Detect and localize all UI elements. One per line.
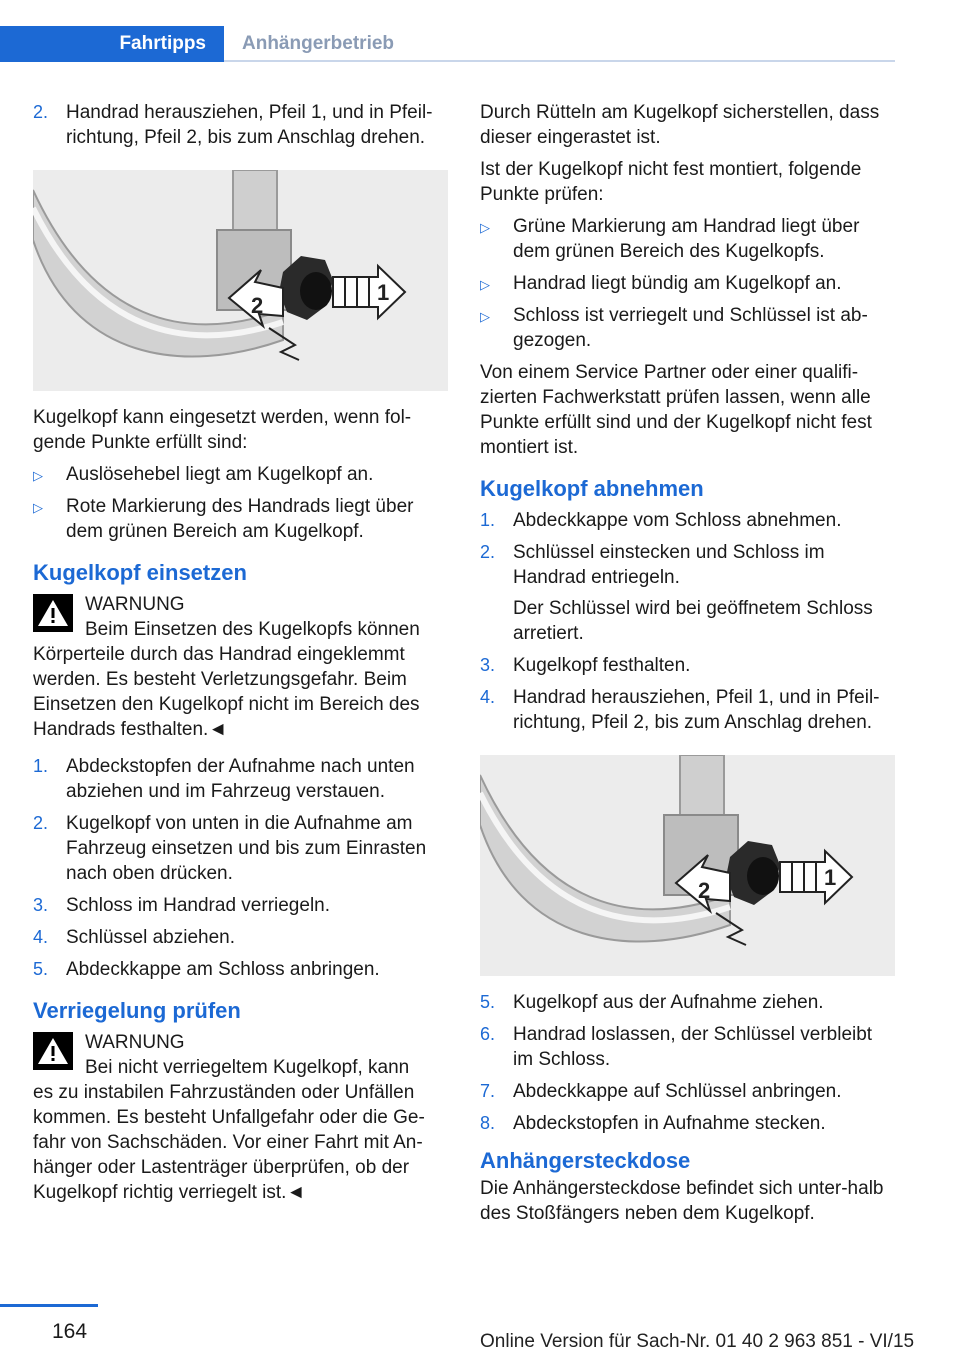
arrow-label-1: 1	[824, 865, 837, 890]
warning-lead: Bei nicht verriegeltem Kugelkopf, kann	[85, 1057, 410, 1078]
list-item	[33, 462, 448, 487]
step-subtext: Der Schlüssel wird bei geöffnetem Schloss arretiert.	[513, 598, 873, 644]
list-item	[33, 100, 448, 150]
arrow-label-2: 2	[251, 293, 264, 318]
list-item	[33, 754, 448, 804]
tab-fahrtipps[interactable]: Fahrtipps	[0, 26, 224, 62]
list-item	[480, 508, 895, 533]
list-item	[480, 653, 895, 678]
section-title-anhaengersteckdose: Anhängersteckdose	[480, 1148, 691, 1173]
section-title-kugelkopf-einsetzen: Kugelkopf einsetzen	[33, 560, 247, 585]
step-number: 7.	[480, 1081, 496, 1101]
step-number: 3.	[480, 655, 496, 675]
list-item-text: Auslösehebel liegt am Kugelkopf an.	[66, 464, 374, 485]
paragraph: Von einem Service Partner oder einer qualifi‐zierten Fachwerkstatt prüfen lassen, wenn alle Punkte erfüllt sind und der Kugelkopf nicht fest montiert ist.	[480, 362, 872, 458]
step-number: 4.	[480, 687, 496, 707]
warning-lead: Beim Einsetzen des Kugelkopfs können	[85, 619, 420, 640]
checks-list	[480, 214, 895, 353]
warning-triangle-icon	[33, 594, 73, 632]
list-item	[33, 925, 448, 950]
step-text: Kugelkopf festhalten.	[513, 655, 691, 676]
list-item	[480, 685, 895, 735]
footer-rule	[0, 1304, 98, 1307]
warning-block	[33, 592, 448, 742]
list-item	[480, 1111, 895, 1136]
list-item	[480, 1022, 895, 1072]
tow-ball-illustration	[480, 755, 895, 976]
tow-ball-illustration	[33, 170, 448, 391]
conditions-list	[33, 462, 448, 544]
step-text: Schlüssel abziehen.	[66, 927, 235, 948]
step-number: 2.	[33, 102, 49, 122]
step-number: 3.	[33, 895, 49, 915]
warning-triangle-icon	[33, 1032, 73, 1070]
paragraph: Die Anhängersteckdose befindet sich unter‐halb des Stoßfängers neben dem Kugelkopf.	[480, 1178, 884, 1224]
step-text: Abdeckkappe auf Schlüssel anbringen.	[513, 1081, 842, 1102]
warning-body: es zu instabilen Fahrzuständen oder Unfällen kommen. Es besteht Unfallgefahr oder die Ge‐fahr von Sachschäden. Vor einer Fahrt mit An‐hänger oder Lastenträger überprüfen, ob der Kugelkopf richtig verriegelt ist.◄	[33, 1082, 425, 1203]
step-text: Handrad loslassen, der Schlüssel verbleibt im Schloss.	[513, 1024, 873, 1070]
triangle-bullet-icon: ▷	[480, 220, 490, 235]
list-item-text: Handrad liegt bündig am Kugelkopf an.	[513, 273, 842, 294]
list-item-text: Grüne Markierung am Handrad liegt über dem grünen Bereich des Kugelkopfs.	[513, 216, 860, 262]
list-item	[480, 540, 895, 646]
warning-title: WARNUNG	[85, 594, 185, 615]
step-number: 5.	[480, 992, 496, 1012]
triangle-bullet-icon: ▷	[480, 309, 490, 324]
section-title-kugelkopf-abnehmen: Kugelkopf abnehmen	[480, 476, 704, 501]
intro-text: Kugelkopf kann eingesetzt werden, wenn fol‐gende Punkte erfüllt sind:	[33, 407, 412, 453]
step-number: 5.	[33, 959, 49, 979]
arrow-label-1: 1	[377, 280, 390, 305]
warning-block	[33, 1030, 448, 1205]
warning-title: WARNUNG	[85, 1032, 185, 1053]
step-number: 1.	[480, 510, 496, 530]
list-item-text: Schloss ist verriegelt und Schlüssel ist ab‐gezogen.	[513, 305, 868, 351]
version-note: Online Version für Sach-Nr. 01 40 2 963 851 - VI/15	[480, 1331, 915, 1352]
step-text: Kugelkopf von unten in die Aufnahme am Fahrzeug einsetzen und bis zum Einrasten nach oben drücken.	[66, 813, 427, 884]
step-text: Kugelkopf aus der Aufnahme ziehen.	[513, 992, 824, 1013]
step-text: Abdeckstopfen in Aufnahme stecken.	[513, 1113, 826, 1134]
step-text: Abdeckkappe vom Schloss abnehmen.	[513, 510, 842, 531]
step-text: Schlüssel einstecken und Schloss im Handrad entriegeln.	[513, 542, 825, 588]
page-number: 164	[52, 1320, 88, 1343]
left-column	[33, 100, 448, 1217]
list-item	[33, 957, 448, 982]
paragraph: Durch Rütteln am Kugelkopf sicherstellen, dass dieser eingerastet ist.	[480, 102, 880, 148]
list-item	[33, 811, 448, 886]
list-item	[480, 271, 895, 296]
step-text: Abdeckkappe am Schloss anbringen.	[66, 959, 380, 980]
tow-ball-figure-top	[33, 170, 448, 391]
step-text: Abdeckstopfen der Aufnahme nach unten abziehen und im Fahrzeug verstauen.	[66, 756, 415, 802]
tab-underline	[224, 60, 895, 62]
arrow-label-2: 2	[698, 878, 711, 903]
step-number: 8.	[480, 1113, 496, 1133]
tab-anhaengerbetrieb[interactable]: Anhängerbetrieb	[242, 33, 395, 54]
step-number: 2.	[480, 542, 496, 562]
list-item	[480, 214, 895, 264]
list-item	[480, 990, 895, 1015]
step-text: Handrad herausziehen, Pfeil 1, und in Pfeil‐richtung, Pfeil 2, bis zum Anschlag drehen.	[66, 102, 433, 148]
chapter-tabs	[0, 26, 895, 62]
step-number: 2.	[33, 813, 49, 833]
step-number: 4.	[33, 927, 49, 947]
list-item	[480, 1079, 895, 1104]
steps-einsetzen	[33, 754, 448, 982]
list-item-text: Rote Markierung des Handrads liegt über dem grünen Bereich am Kugelkopf.	[66, 496, 414, 542]
section-title-verriegelung-pruefen: Verriegelung prüfen	[33, 998, 241, 1023]
warning-body: Körperteile durch das Handrad eingeklemmt werden. Es besteht Verletzungsgefahr. Beim Einsetzen den Kugelkopf nicht im Bereich des Handrads festhalten.◄	[33, 644, 420, 740]
steps-abnehmen-continued	[480, 990, 895, 1136]
list-item	[480, 303, 895, 353]
top-step-list	[33, 100, 448, 150]
step-number: 1.	[33, 756, 49, 776]
tow-ball-figure-bottom	[480, 755, 895, 976]
list-item	[33, 893, 448, 918]
list-item	[33, 494, 448, 544]
triangle-bullet-icon: ▷	[33, 468, 43, 483]
steps-abnehmen	[480, 508, 895, 735]
triangle-bullet-icon: ▷	[33, 500, 43, 515]
paragraph: Ist der Kugelkopf nicht fest montiert, folgende Punkte prüfen:	[480, 159, 862, 205]
step-text: Schloss im Handrad verriegeln.	[66, 895, 331, 916]
triangle-bullet-icon: ▷	[480, 277, 490, 292]
right-column	[480, 100, 895, 1233]
step-number: 6.	[480, 1024, 496, 1044]
step-text: Handrad herausziehen, Pfeil 1, und in Pfeil‐richtung, Pfeil 2, bis zum Anschlag drehen.	[513, 687, 880, 733]
